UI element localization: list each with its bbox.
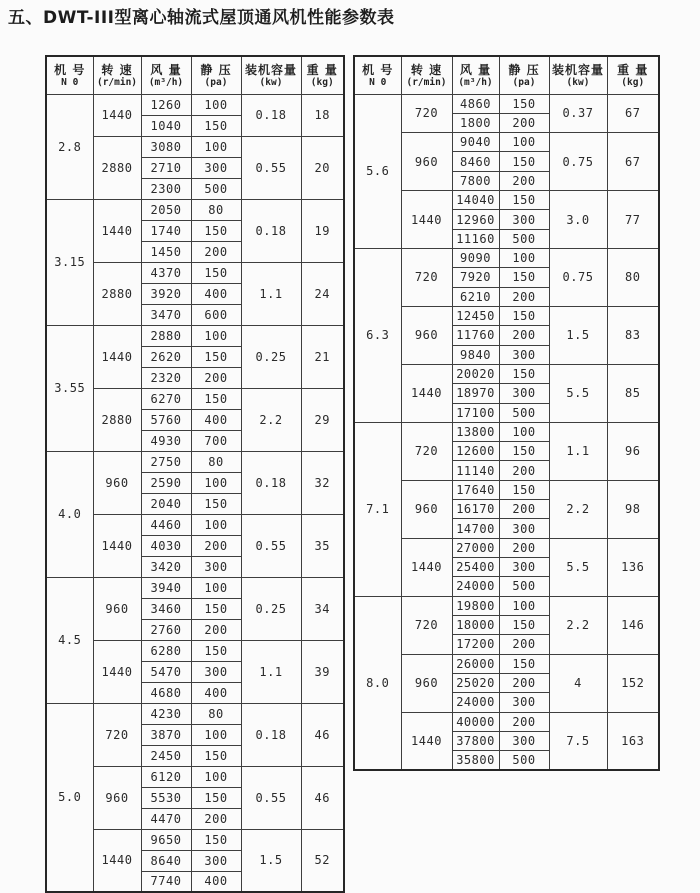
static-pressure-cell: 700 <box>191 430 241 451</box>
speed-cell: 1440 <box>93 325 141 388</box>
header-row <box>46 56 344 94</box>
air-volume-cell: 11160 <box>452 229 499 248</box>
col-header-weight-label: 重 量 <box>306 62 338 77</box>
air-volume-cell: 2300 <box>141 178 191 199</box>
air-volume-cell: 18000 <box>452 615 499 634</box>
speed-cell: 960 <box>401 306 452 364</box>
air-volume-cell: 19800 <box>452 596 499 615</box>
col-header-capacity-unit: (kw) <box>566 76 590 88</box>
machine-no-cell: 6.3 <box>354 249 401 423</box>
capacity-cell: 0.37 <box>549 94 607 133</box>
air-volume-cell: 2710 <box>141 157 191 178</box>
capacity-cell: 1.5 <box>549 306 607 364</box>
air-volume-cell: 7920 <box>452 268 499 287</box>
air-volume-cell: 3080 <box>141 136 191 157</box>
weight-cell: 24 <box>301 262 344 325</box>
air-volume-cell: 14040 <box>452 191 499 210</box>
speed-cell: 1440 <box>93 829 141 892</box>
air-volume-cell: 16170 <box>452 500 499 519</box>
static-pressure-cell: 100 <box>191 514 241 535</box>
static-pressure-cell: 300 <box>499 210 549 229</box>
air-volume-cell: 14700 <box>452 519 499 538</box>
weight-cell: 34 <box>301 577 344 640</box>
machine-no-cell: 8.0 <box>354 596 401 770</box>
air-volume-cell: 7800 <box>452 171 499 190</box>
col-header-capacity <box>241 56 301 94</box>
air-volume-cell: 2750 <box>141 451 191 472</box>
static-pressure-cell: 150 <box>499 654 549 673</box>
machine-no-cell: 4.0 <box>46 451 93 577</box>
speed-cell: 720 <box>401 422 452 480</box>
capacity-cell: 3.0 <box>549 191 607 249</box>
machine-no-cell: 7.1 <box>354 422 401 596</box>
static-pressure-cell: 300 <box>191 157 241 178</box>
weight-cell: 18 <box>301 94 344 136</box>
col-header-speed-unit: (r/min) <box>406 76 447 88</box>
air-volume-cell: 4680 <box>141 682 191 703</box>
air-volume-cell: 4230 <box>141 703 191 724</box>
weight-cell: 67 <box>607 94 659 133</box>
table-row <box>46 703 344 724</box>
static-pressure-cell: 100 <box>499 249 549 268</box>
weight-cell: 67 <box>607 133 659 191</box>
air-volume-cell: 3870 <box>141 724 191 745</box>
col-header-air-volume-label: 风 量 <box>150 62 182 77</box>
weight-cell: 35 <box>301 514 344 577</box>
static-pressure-cell: 100 <box>499 133 549 152</box>
air-volume-cell: 24000 <box>452 693 499 712</box>
static-pressure-cell: 200 <box>499 326 549 345</box>
capacity-cell: 1.1 <box>241 262 301 325</box>
table-row <box>46 325 344 346</box>
col-header-static-pressure <box>499 56 549 94</box>
air-volume-cell: 4460 <box>141 514 191 535</box>
air-volume-cell: 3470 <box>141 304 191 325</box>
col-header-weight-unit: (kg) <box>621 76 645 88</box>
fan-performance-table-right <box>353 55 660 771</box>
capacity-cell: 0.18 <box>241 703 301 766</box>
col-header-weight <box>607 56 659 94</box>
weight-cell: 29 <box>301 388 344 451</box>
static-pressure-cell: 500 <box>499 229 549 248</box>
capacity-cell: 0.18 <box>241 451 301 514</box>
weight-cell: 19 <box>301 199 344 262</box>
capacity-cell: 1.1 <box>241 640 301 703</box>
air-volume-cell: 12960 <box>452 210 499 229</box>
air-volume-cell: 3920 <box>141 283 191 304</box>
table-row <box>46 199 344 220</box>
static-pressure-cell: 200 <box>499 171 549 190</box>
speed-cell: 720 <box>93 703 141 766</box>
static-pressure-cell: 500 <box>499 751 549 770</box>
speed-cell: 960 <box>93 577 141 640</box>
static-pressure-cell: 150 <box>499 152 549 171</box>
air-volume-cell: 37800 <box>452 731 499 750</box>
speed-cell: 1440 <box>93 199 141 262</box>
air-volume-cell: 5470 <box>141 661 191 682</box>
weight-cell: 136 <box>607 538 659 596</box>
static-pressure-cell: 80 <box>191 703 241 724</box>
static-pressure-cell: 80 <box>191 451 241 472</box>
air-volume-cell: 20020 <box>452 364 499 383</box>
air-volume-cell: 1040 <box>141 115 191 136</box>
static-pressure-cell: 200 <box>499 635 549 654</box>
capacity-cell: 2.2 <box>549 596 607 654</box>
air-volume-cell: 24000 <box>452 577 499 596</box>
air-volume-cell: 4030 <box>141 535 191 556</box>
weight-cell: 20 <box>301 136 344 199</box>
weight-cell: 52 <box>301 829 344 892</box>
table-body <box>354 94 659 770</box>
col-header-machine-no <box>354 56 401 94</box>
static-pressure-cell: 100 <box>191 94 241 115</box>
static-pressure-cell: 80 <box>191 199 241 220</box>
static-pressure-cell: 150 <box>499 442 549 461</box>
page-title: 五、DWT-III型离心轴流式屋顶通风机性能参数表 <box>8 8 395 28</box>
air-volume-cell: 5530 <box>141 787 191 808</box>
weight-cell: 21 <box>301 325 344 388</box>
air-volume-cell: 12450 <box>452 306 499 325</box>
capacity-cell: 4 <box>549 654 607 712</box>
static-pressure-cell: 200 <box>191 367 241 388</box>
static-pressure-cell: 300 <box>499 345 549 364</box>
air-volume-cell: 25020 <box>452 673 499 692</box>
col-header-weight-label: 重 量 <box>617 62 649 77</box>
col-header-speed-unit: (r/min) <box>96 76 138 88</box>
speed-cell: 1440 <box>401 538 452 596</box>
capacity-cell: 0.75 <box>549 249 607 307</box>
col-header-speed-label: 转 速 <box>410 62 443 77</box>
air-volume-cell: 13800 <box>452 422 499 441</box>
speed-cell: 960 <box>401 133 452 191</box>
table-body <box>46 94 344 892</box>
static-pressure-cell: 400 <box>191 409 241 430</box>
col-header-weight-unit: (kg) <box>310 76 334 88</box>
static-pressure-cell: 500 <box>191 178 241 199</box>
col-header-static-pressure-label: 静 压 <box>508 62 540 77</box>
air-volume-cell: 5760 <box>141 409 191 430</box>
static-pressure-cell: 400 <box>191 871 241 892</box>
static-pressure-cell: 100 <box>499 422 549 441</box>
air-volume-cell: 8640 <box>141 850 191 871</box>
weight-cell: 46 <box>301 766 344 829</box>
capacity-cell: 2.2 <box>241 388 301 451</box>
air-volume-cell: 9090 <box>452 249 499 268</box>
air-volume-cell: 2620 <box>141 346 191 367</box>
speed-cell: 960 <box>93 451 141 514</box>
static-pressure-cell: 200 <box>191 241 241 262</box>
table-row <box>354 249 659 268</box>
speed-cell: 2880 <box>93 388 141 451</box>
air-volume-cell: 12600 <box>452 442 499 461</box>
machine-no-cell: 3.15 <box>46 199 93 325</box>
speed-cell: 960 <box>93 766 141 829</box>
table-header <box>46 56 344 94</box>
col-header-capacity-label: 装机容量 <box>551 62 604 77</box>
static-pressure-cell: 300 <box>191 556 241 577</box>
static-pressure-cell: 150 <box>191 745 241 766</box>
machine-no-cell: 5.6 <box>354 94 401 249</box>
static-pressure-cell: 100 <box>499 596 549 615</box>
air-volume-cell: 27000 <box>452 538 499 557</box>
static-pressure-cell: 150 <box>191 346 241 367</box>
weight-cell: 80 <box>607 249 659 307</box>
air-volume-cell: 9840 <box>452 345 499 364</box>
capacity-cell: 1.1 <box>549 422 607 480</box>
speed-cell: 960 <box>401 480 452 538</box>
col-header-air-volume <box>141 56 191 94</box>
col-header-static-pressure-label: 静 压 <box>200 62 232 77</box>
air-volume-cell: 2050 <box>141 199 191 220</box>
speed-cell: 1440 <box>93 514 141 577</box>
col-header-capacity <box>549 56 607 94</box>
static-pressure-cell: 300 <box>191 661 241 682</box>
air-volume-cell: 8460 <box>452 152 499 171</box>
static-pressure-cell: 150 <box>499 480 549 499</box>
air-volume-cell: 2450 <box>141 745 191 766</box>
speed-cell: 1440 <box>93 640 141 703</box>
weight-cell: 152 <box>607 654 659 712</box>
capacity-cell: 0.75 <box>549 133 607 191</box>
capacity-cell: 0.18 <box>241 94 301 136</box>
col-header-machine-no-label: 机 号 <box>362 62 394 77</box>
static-pressure-cell: 150 <box>191 640 241 661</box>
col-header-speed <box>93 56 141 94</box>
air-volume-cell: 6280 <box>141 640 191 661</box>
static-pressure-cell: 150 <box>499 364 549 383</box>
capacity-cell: 7.5 <box>549 712 607 770</box>
static-pressure-cell: 200 <box>499 500 549 519</box>
col-header-weight <box>301 56 344 94</box>
speed-cell: 1440 <box>401 712 452 770</box>
air-volume-cell: 11140 <box>452 461 499 480</box>
machine-no-cell: 3.55 <box>46 325 93 451</box>
capacity-cell: 0.55 <box>241 136 301 199</box>
air-volume-cell: 1260 <box>141 94 191 115</box>
fan-performance-table-left <box>45 55 345 893</box>
speed-cell: 720 <box>401 249 452 307</box>
table-row <box>354 94 659 113</box>
static-pressure-cell: 500 <box>499 403 549 422</box>
col-header-speed-label: 转 速 <box>101 62 133 77</box>
weight-cell: 32 <box>301 451 344 514</box>
static-pressure-cell: 150 <box>499 191 549 210</box>
static-pressure-cell: 600 <box>191 304 241 325</box>
capacity-cell: 0.25 <box>241 577 301 640</box>
col-header-static-pressure-unit: (pa) <box>204 76 228 88</box>
col-header-static-pressure <box>191 56 241 94</box>
air-volume-cell: 17640 <box>452 480 499 499</box>
air-volume-cell: 3420 <box>141 556 191 577</box>
speed-cell: 2880 <box>93 136 141 199</box>
static-pressure-cell: 300 <box>499 519 549 538</box>
static-pressure-cell: 150 <box>191 115 241 136</box>
speed-cell: 720 <box>401 94 452 133</box>
table-header <box>354 56 659 94</box>
air-volume-cell: 2880 <box>141 325 191 346</box>
col-header-static-pressure-unit: (pa) <box>512 76 536 88</box>
static-pressure-cell: 100 <box>191 472 241 493</box>
weight-cell: 98 <box>607 480 659 538</box>
speed-cell: 2880 <box>93 262 141 325</box>
air-volume-cell: 35800 <box>452 751 499 770</box>
col-header-capacity-unit: (kw) <box>259 76 283 88</box>
air-volume-cell: 17100 <box>452 403 499 422</box>
static-pressure-cell: 300 <box>191 850 241 871</box>
static-pressure-cell: 150 <box>191 388 241 409</box>
static-pressure-cell: 100 <box>191 577 241 598</box>
air-volume-cell: 25400 <box>452 558 499 577</box>
capacity-cell: 0.18 <box>241 199 301 262</box>
static-pressure-cell: 200 <box>499 287 549 306</box>
static-pressure-cell: 150 <box>191 598 241 619</box>
col-header-air-volume-label: 风 量 <box>459 62 492 77</box>
speed-cell: 960 <box>401 654 452 712</box>
col-header-machine-no-unit: N 0 <box>61 76 79 88</box>
weight-cell: 39 <box>301 640 344 703</box>
static-pressure-cell: 200 <box>191 808 241 829</box>
air-volume-cell: 3940 <box>141 577 191 598</box>
air-volume-cell: 6270 <box>141 388 191 409</box>
weight-cell: 77 <box>607 191 659 249</box>
static-pressure-cell: 200 <box>499 673 549 692</box>
static-pressure-cell: 150 <box>499 306 549 325</box>
air-volume-cell: 26000 <box>452 654 499 673</box>
air-volume-cell: 3460 <box>141 598 191 619</box>
air-volume-cell: 4370 <box>141 262 191 283</box>
weight-cell: 163 <box>607 712 659 770</box>
capacity-cell: 5.5 <box>549 364 607 422</box>
air-volume-cell: 4860 <box>452 94 499 113</box>
static-pressure-cell: 150 <box>499 268 549 287</box>
weight-cell: 96 <box>607 422 659 480</box>
table-row <box>46 451 344 472</box>
air-volume-cell: 2590 <box>141 472 191 493</box>
tables-container <box>45 55 660 893</box>
air-volume-cell: 1800 <box>452 113 499 132</box>
capacity-cell: 0.55 <box>241 766 301 829</box>
static-pressure-cell: 300 <box>499 384 549 403</box>
static-pressure-cell: 500 <box>499 577 549 596</box>
table-row <box>354 422 659 441</box>
machine-no-cell: 4.5 <box>46 577 93 703</box>
static-pressure-cell: 150 <box>191 220 241 241</box>
speed-cell: 1440 <box>401 364 452 422</box>
capacity-cell: 2.2 <box>549 480 607 538</box>
air-volume-cell: 6120 <box>141 766 191 787</box>
air-volume-cell: 4930 <box>141 430 191 451</box>
air-volume-cell: 18970 <box>452 384 499 403</box>
air-volume-cell: 9040 <box>452 133 499 152</box>
header-row <box>354 56 659 94</box>
static-pressure-cell: 100 <box>191 766 241 787</box>
static-pressure-cell: 100 <box>191 136 241 157</box>
speed-cell: 720 <box>401 596 452 654</box>
col-header-machine-no-unit: N 0 <box>369 76 387 88</box>
capacity-cell: 1.5 <box>241 829 301 892</box>
weight-cell: 85 <box>607 364 659 422</box>
air-volume-cell: 2760 <box>141 619 191 640</box>
col-header-machine-no-label: 机 号 <box>54 62 86 77</box>
static-pressure-cell: 100 <box>191 325 241 346</box>
air-volume-cell: 1450 <box>141 241 191 262</box>
static-pressure-cell: 100 <box>191 724 241 745</box>
air-volume-cell: 11760 <box>452 326 499 345</box>
air-volume-cell: 7740 <box>141 871 191 892</box>
air-volume-cell: 1740 <box>141 220 191 241</box>
static-pressure-cell: 200 <box>499 712 549 731</box>
static-pressure-cell: 150 <box>191 262 241 283</box>
table-row <box>354 596 659 615</box>
col-header-air-volume-unit: (m³/h) <box>148 76 184 88</box>
air-volume-cell: 6210 <box>452 287 499 306</box>
air-volume-cell: 2320 <box>141 367 191 388</box>
capacity-cell: 0.25 <box>241 325 301 388</box>
static-pressure-cell: 400 <box>191 682 241 703</box>
col-header-machine-no <box>46 56 93 94</box>
speed-cell: 1440 <box>93 94 141 136</box>
col-header-air-volume-unit: (m³/h) <box>458 76 493 88</box>
table-row <box>46 94 344 115</box>
col-header-capacity-label: 装机容量 <box>244 62 297 77</box>
capacity-cell: 0.55 <box>241 514 301 577</box>
weight-cell: 46 <box>301 703 344 766</box>
static-pressure-cell: 150 <box>499 94 549 113</box>
air-volume-cell: 40000 <box>452 712 499 731</box>
col-header-speed <box>401 56 452 94</box>
air-volume-cell: 17200 <box>452 635 499 654</box>
table-row <box>46 577 344 598</box>
static-pressure-cell: 150 <box>191 493 241 514</box>
static-pressure-cell: 150 <box>191 829 241 850</box>
capacity-cell: 5.5 <box>549 538 607 596</box>
static-pressure-cell: 150 <box>499 615 549 634</box>
weight-cell: 83 <box>607 306 659 364</box>
machine-no-cell: 2.8 <box>46 94 93 199</box>
static-pressure-cell: 200 <box>499 113 549 132</box>
weight-cell: 146 <box>607 596 659 654</box>
air-volume-cell: 9650 <box>141 829 191 850</box>
static-pressure-cell: 400 <box>191 283 241 304</box>
static-pressure-cell: 200 <box>499 538 549 557</box>
air-volume-cell: 4470 <box>141 808 191 829</box>
col-header-air-volume <box>452 56 499 94</box>
static-pressure-cell: 200 <box>191 535 241 556</box>
static-pressure-cell: 300 <box>499 693 549 712</box>
static-pressure-cell: 150 <box>191 787 241 808</box>
speed-cell: 1440 <box>401 191 452 249</box>
machine-no-cell: 5.0 <box>46 703 93 892</box>
static-pressure-cell: 300 <box>499 558 549 577</box>
static-pressure-cell: 300 <box>499 731 549 750</box>
static-pressure-cell: 200 <box>499 461 549 480</box>
static-pressure-cell: 200 <box>191 619 241 640</box>
air-volume-cell: 2040 <box>141 493 191 514</box>
